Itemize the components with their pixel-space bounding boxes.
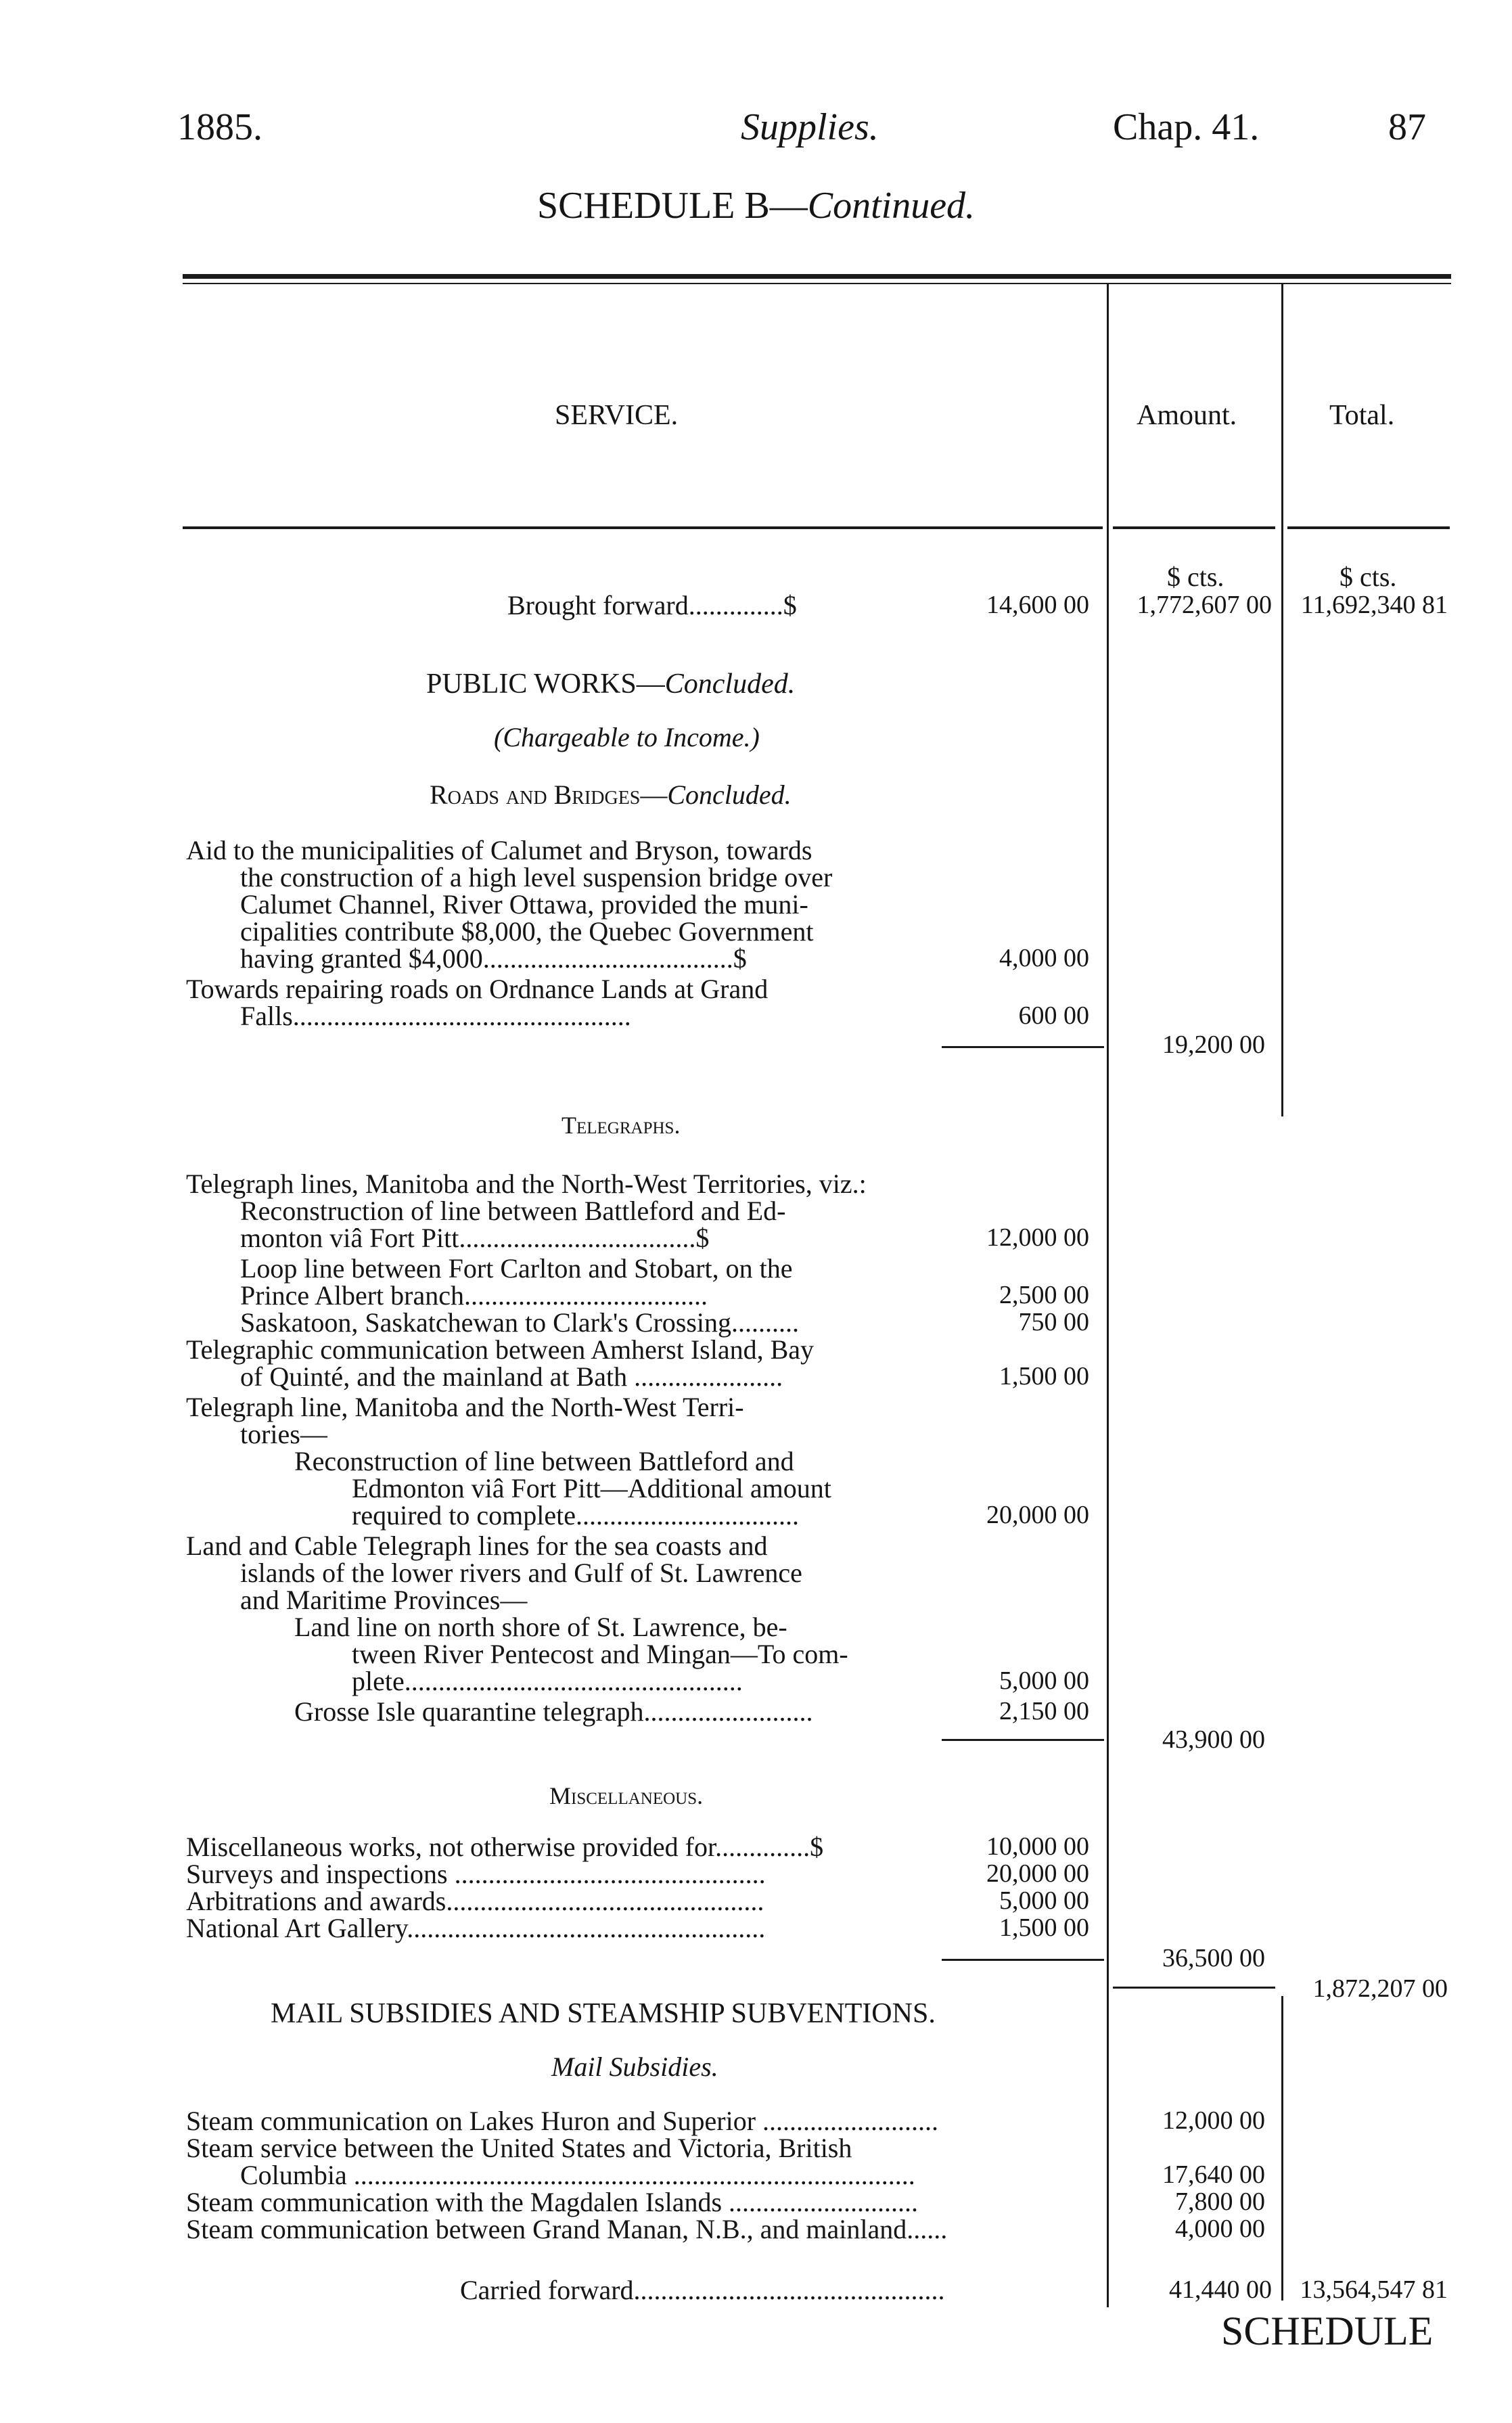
aid-line-2: the construction of a high level suspension bridge over <box>240 862 833 892</box>
grand-total: 1,872,207 00 <box>1312 1974 1448 2003</box>
telegraph-amount: 12,000 00 <box>986 1223 1089 1252</box>
header-rule-total <box>1287 526 1450 529</box>
mail-amount: 12,000 00 <box>1162 2106 1265 2135</box>
brought-forward-label: Brought forward..............$ <box>507 590 797 620</box>
roads-total: 19,200 00 <box>1162 1031 1265 1059</box>
header-rule-amount <box>1113 526 1275 529</box>
telegraph-amount: 1,500 00 <box>999 1362 1089 1390</box>
telegraph-line: tories— <box>240 1419 327 1449</box>
repair-line-2: Falls.................................................. <box>240 1001 631 1031</box>
telegraph-line: Telegraph lines, Manitoba and the North-West Territories, viz.: <box>186 1169 867 1199</box>
telegraph-line: Prince Albert branch.................................... <box>240 1280 708 1311</box>
telegraph-line: Loop line between Fort Carlton and Stobart, on the <box>240 1253 793 1284</box>
telegraph-line: Reconstruction of line between Battleford and Ed- <box>240 1196 786 1226</box>
telegraph-line: Reconstruction of line between Battleford and <box>294 1446 794 1476</box>
aid-line-4: cipalities contribute $8,000, the Quebec Government <box>240 916 814 947</box>
telegraph-amount: 2,150 00 <box>999 1697 1089 1725</box>
telegraph-line: monton viâ Fort Pitt...................................$ <box>240 1223 710 1253</box>
running-title: Supplies. <box>741 106 879 148</box>
mail-line: Steam communication between Grand Manan, N.B., and mainland...... <box>186 2214 948 2244</box>
telegraphs-sum-rule <box>942 1739 1104 1741</box>
aid-line-5: having granted $4,000.....................................$ <box>240 943 747 974</box>
misc-line: Surveys and inspections .............................................. <box>186 1859 766 1889</box>
aid-line-3: Calumet Channel, River Ottawa, provided the muni- <box>240 889 808 920</box>
mail-line: Steam communication with the Magdalen Islands ............................ <box>186 2187 919 2217</box>
telegraphs-total: 43,900 00 <box>1162 1725 1265 1754</box>
top-rule-thin <box>183 283 1451 284</box>
telegraphs-heading: Telegraphs. <box>562 1112 681 1139</box>
total-units: $ cts. <box>1339 564 1397 591</box>
total-header: Total. <box>1329 401 1395 430</box>
telegraph-line: Telegraph line, Manitoba and the North-West Terri- <box>186 1392 744 1422</box>
telegraph-line: Telegraphic communication between Amherst Island, Bay <box>186 1334 815 1365</box>
mail-line: Steam communication on Lakes Huron and Superior .......................... <box>186 2106 939 2136</box>
misc-line: Arbitrations and awards............................................... <box>186 1886 764 1916</box>
telegraph-amount: 750 00 <box>1018 1308 1089 1336</box>
mail-amount: 4,000 00 <box>1175 2215 1265 2243</box>
col-rule-total <box>1281 284 1283 1116</box>
telegraph-amount: 5,000 00 <box>999 1667 1089 1695</box>
year: 1885. <box>177 106 262 148</box>
catchword: SCHEDULE <box>1221 2309 1434 2353</box>
roads-sum-rule <box>942 1046 1104 1048</box>
telegraph-line: tween River Pentecost and Mingan—To com- <box>352 1639 848 1669</box>
telegraph-line: islands of the lower rivers and Gulf of St. Lawrence <box>240 1558 802 1588</box>
brought-forward-amount: 1,772,607 00 <box>1137 591 1272 619</box>
carried-forward-label: Carried forward.............................................. <box>460 2275 945 2305</box>
mail-subheading: Mail Subsidies. <box>551 2052 718 2082</box>
aid-amount: 4,000 00 <box>999 944 1089 972</box>
chargeable-note: (Chargeable to Income.) <box>494 722 760 752</box>
telegraph-line: of Quinté, and the mainland at Bath ...................... <box>240 1361 783 1392</box>
misc-heading: Miscellaneous. <box>549 1782 704 1809</box>
amount-units: $ cts. <box>1167 564 1224 591</box>
telegraph-line: Land line on north shore of St. Lawrence, be- <box>294 1612 787 1642</box>
telegraph-line: plete.................................................. <box>352 1666 743 1696</box>
mail-line: Columbia ................................................................................... <box>240 2160 915 2190</box>
telegraph-line: Saskatoon, Saskatchewan to Clark's Crossing.......... <box>240 1307 800 1338</box>
schedule-title: SCHEDULE B—Continued. <box>536 185 976 227</box>
misc-line: Miscellaneous works, not otherwise provided for..............$ <box>186 1832 824 1862</box>
chapter-number: Chap. 41. <box>1113 106 1260 148</box>
carried-forward-amount: 41,440 00 <box>1169 2275 1272 2304</box>
mail-amount: 7,800 00 <box>1175 2188 1265 2216</box>
public-works-heading: PUBLIC WORKS—Concluded. <box>426 669 796 700</box>
misc-amount: 20,000 00 <box>986 1859 1089 1888</box>
mail-amount: 17,640 00 <box>1162 2160 1265 2189</box>
service-header: SERVICE. <box>555 400 679 431</box>
brought-forward-total: 11,692,340 81 <box>1300 591 1448 619</box>
repair-line-1: Towards repairing roads on Ordnance Lands at Grand <box>186 974 769 1004</box>
misc-amount: 1,500 00 <box>999 1914 1089 1942</box>
telegraph-line: Edmonton viâ Fort Pitt—Additional amount <box>352 1473 831 1503</box>
misc-amount: 10,000 00 <box>986 1832 1089 1861</box>
telegraph-line: Grosse Isle quarantine telegraph......................... <box>294 1696 813 1727</box>
repair-amount: 600 00 <box>1018 1001 1089 1030</box>
aid-line-1: Aid to the municipalities of Calumet and Bryson, towards <box>186 835 812 865</box>
misc-total: 36,500 00 <box>1162 1944 1265 1972</box>
telegraph-line: Land and Cable Telegraph lines for the sea coasts and <box>186 1531 768 1561</box>
mail-heading: MAIL SUBSIDIES AND STEAMSHIP SUBVENTIONS. <box>271 1998 936 2029</box>
telegraph-line: and Maritime Provinces— <box>240 1585 528 1615</box>
roads-heading: Roads and Bridges—Concluded. <box>430 779 792 810</box>
telegraph-amount: 2,500 00 <box>999 1281 1089 1309</box>
col-rule-amount <box>1107 284 1109 2307</box>
amount-header: Amount. <box>1137 401 1237 430</box>
col-rule-total-lower <box>1281 1996 1283 2301</box>
top-rule-thick <box>183 274 1451 279</box>
telegraph-amount: 20,000 00 <box>986 1501 1089 1529</box>
misc-line: National Art Gallery..................................................... <box>186 1913 766 1943</box>
misc-sum-rule <box>942 1959 1104 1961</box>
header-rule-service <box>183 526 1103 529</box>
carried-forward-total: 13,564,547 81 <box>1300 2275 1448 2304</box>
mail-line: Steam service between the United States and Victoria, British <box>186 2133 852 2163</box>
misc-amount: 5,000 00 <box>999 1886 1089 1915</box>
amount-sum-rule <box>1113 1987 1275 1989</box>
telegraph-line: required to complete................................. <box>352 1500 799 1531</box>
brought-forward-sub: 14,600 00 <box>986 591 1089 619</box>
page-number: 87 <box>1388 106 1426 148</box>
